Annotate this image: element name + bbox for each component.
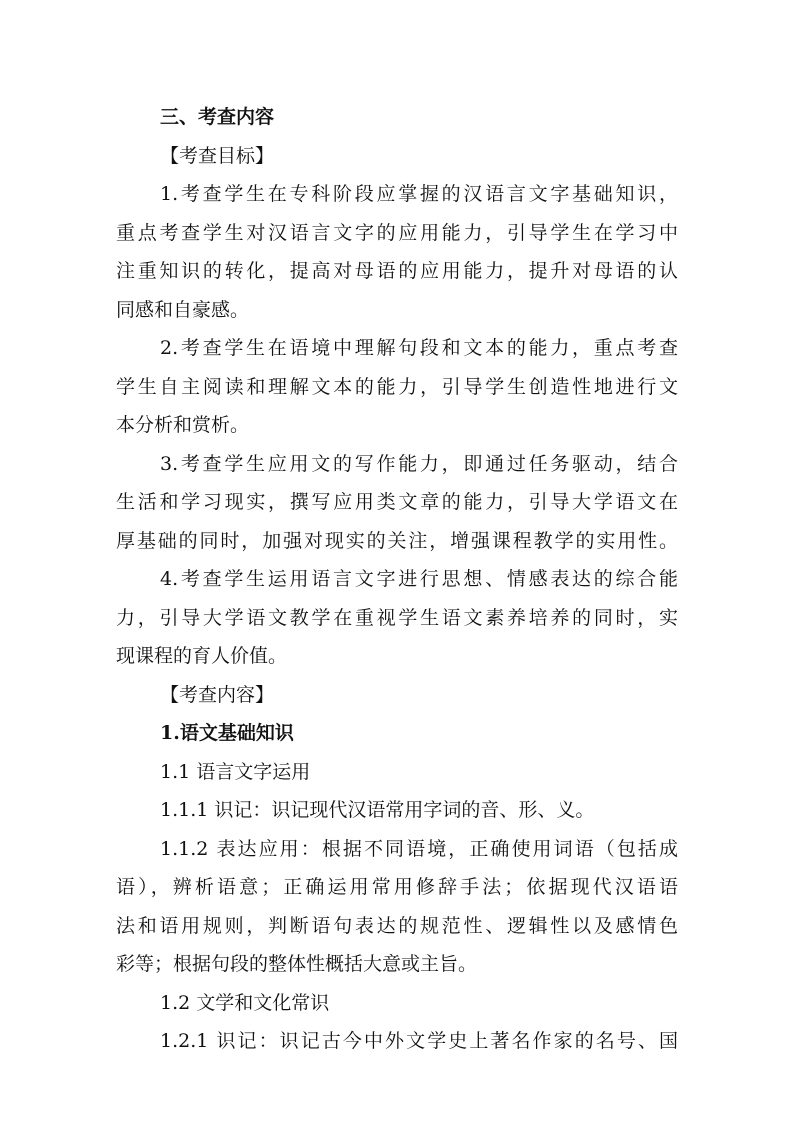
objective-1-line-2: 重点考查学生对汉语言文字的应用能力，引导学生在学习中 (116, 221, 678, 244)
content-label: 【考查内容】 (160, 683, 275, 706)
objective-4-paragraph (116, 560, 678, 676)
objective-1-line-4: 同感和自豪感。 (116, 298, 250, 321)
objective-1-line-1: 1.考查学生在专科阶段应掌握的汉语言文字基础知识， (160, 183, 678, 205)
item-1-1-1: 1.1.1 识记：识记现代汉语常用字词的音、形、义。 (160, 799, 595, 821)
objective-3-paragraph (116, 445, 678, 561)
objective-3-line-3: 厚基础的同时，加强对现实的关注，增强课程教学的实用性。 (116, 529, 678, 552)
objectives-label: 【考查目标】 (160, 144, 275, 167)
item-1-1-2-line-3: 法和语用规则，判断语句表达的规范性、逻辑性以及感情色 (116, 914, 678, 937)
item-1-2-1: 1.2.1 识记：识记古今中外文学史上著名作家的名号、国 (160, 1030, 678, 1052)
objective-1-line-3: 注重知识的转化，提高对母语的应用能力，提升对母语的认 (116, 260, 678, 282)
item-1-1-2-line-2: 语），辨析语意；正确运用常用修辞手法；依据现代汉语语 (116, 876, 678, 898)
objective-2-paragraph (116, 329, 678, 445)
item-1-2-heading: 1.2 文学和文化常识 (160, 991, 330, 1014)
document-body (116, 98, 678, 1061)
objective-4-line-3: 现课程的育人价值。 (116, 645, 288, 667)
objective-1-paragraph (116, 175, 678, 329)
item-1-1-2-paragraph (116, 830, 678, 984)
section-heading: 三、考查内容 (160, 106, 275, 128)
subheading-1: 1.语文基础知识 (160, 722, 294, 744)
objective-2-line-1: 2.考查学生在语境中理解句段和文本的能力，重点考查 (160, 337, 678, 359)
item-1-1-2-line-1: 1.1.2 表达应用：根据不同语境，正确使用词语（包括成 (160, 837, 678, 860)
objective-3-line-1: 3.考查学生应用文的写作能力，即通过任务驱动，结合 (160, 452, 678, 475)
objective-3-line-2: 生活和学习现实，撰写应用类文章的能力，引导大学语文在 (116, 491, 678, 513)
objective-4-line-1: 4.考查学生运用语言文字进行思想、情感表达的综合能 (160, 568, 678, 590)
item-1-1-2-line-4: 彩等；根据句段的整体性概括大意或主旨。 (116, 953, 478, 975)
objective-4-line-2: 力，引导大学语文教学在重视学生语文素养培养的同时，实 (116, 606, 678, 629)
objective-2-line-3: 本分析和赏析。 (116, 414, 250, 436)
item-1-1-heading: 1.1 语言文字运用 (160, 760, 311, 783)
objective-2-line-2: 学生自主阅读和理解文本的能力，引导学生创造性地进行文 (116, 375, 678, 398)
